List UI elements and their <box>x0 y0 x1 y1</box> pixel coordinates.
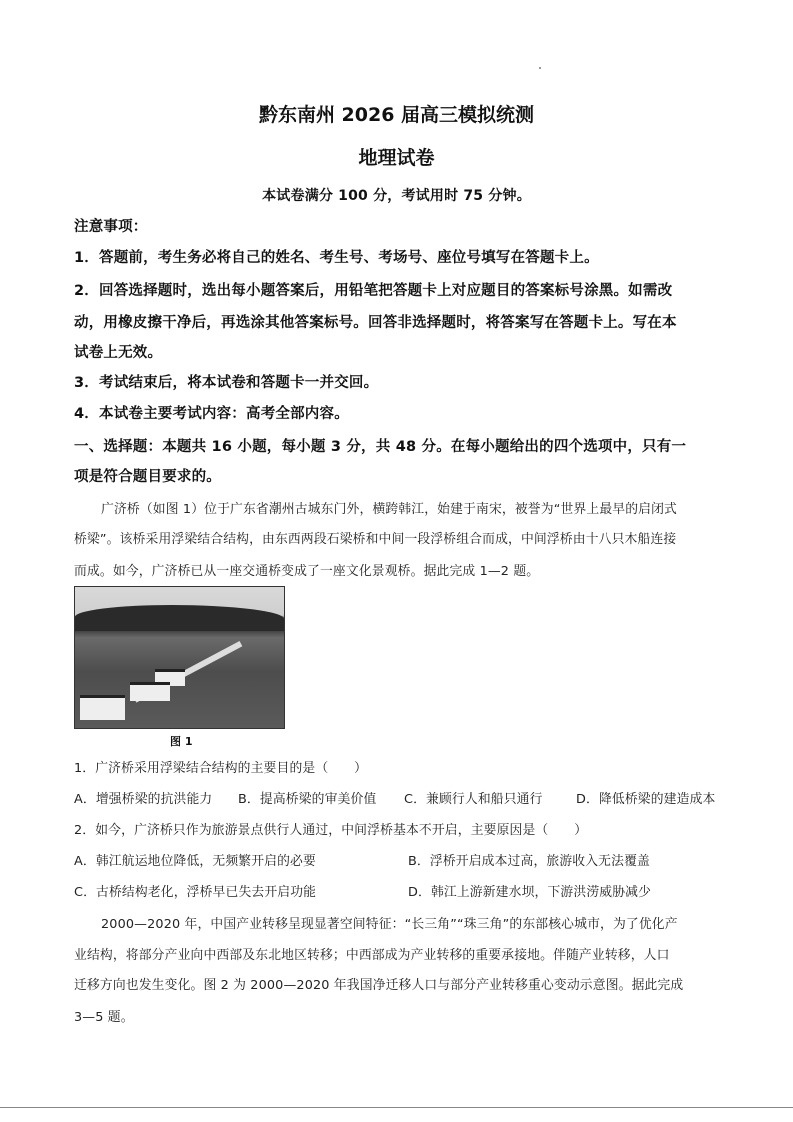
q1-option-c: C．兼顾行人和船只通行 <box>404 792 543 807</box>
note-line: 3．考试结束后，将本试卷和答题卡一并交回。 <box>74 375 379 391</box>
q2-option-b: B．浮桥开启成本过高，旅游收入无法覆盖 <box>408 854 650 869</box>
q2-stem: 2．如今，广济桥只作为旅游景点供行人通过，中间浮桥基本不开启，主要原因是（ ） <box>74 823 588 838</box>
q2-option-c: C．古桥结构老化，浮桥早已失去开启功能 <box>74 885 317 900</box>
q1-option-b: B．提高桥梁的审美价值 <box>238 792 377 807</box>
note-line: 试卷上无效。 <box>74 345 163 361</box>
passage-line: 桥梁”。该桥采用浮梁结合结构，由东西两段石梁桥和中间一段浮桥组合而成，中间浮桥由十八只木船连接 <box>74 532 677 547</box>
passage-line: 广济桥（如图 1）位于广东省潮州古城东门外，横跨韩江，始建于南宋，被誉为“世界上最早的启闭式 <box>101 502 678 517</box>
q2-option-d: D．韩江上游新建水坝，下游洪涝威胁减少 <box>408 885 652 900</box>
section-heading: 项是符合题目要求的。 <box>74 469 221 485</box>
passage-line: 业结构，将部分产业向中西部及东北地区转移；中西部成为产业转移的重要承接地。伴随产业转移，人口 <box>74 948 670 963</box>
note-line: 2．回答选择题时，选出每小题答案后，用铅笔把答题卡上对应题目的答案标号涂黑。如需改 <box>74 283 673 299</box>
passage-line: 而成。如今，广济桥已从一座交通桥变成了一座文化景观桥。据此完成 1—2 题。 <box>74 564 540 579</box>
exam-info: 本试卷满分 100 分，考试用时 75 分钟。 <box>262 188 531 204</box>
exam-title: 黔东南州 2026 届高三模拟统测 <box>258 104 535 126</box>
q1-option-d: D．降低桥梁的建造成本 <box>576 792 716 807</box>
passage-line: 迁移方向也发生变化。图 2 为 2000—2020 年我国净迁移人口与部分产业转移重心变动示意图。据此完成 <box>74 978 684 993</box>
passage-line: 2000—2020 年，中国产业转移呈现显著空间特征：“长三角”“珠三角”的东部核心城市，为了优化产 <box>101 917 678 932</box>
section-heading: 一、选择题：本题共 16 小题，每小题 3 分，共 48 分。在每小题给出的四个选项中，只有一 <box>74 439 687 455</box>
notes-heading: 注意事项： <box>74 219 148 235</box>
scan-speck <box>539 67 541 69</box>
subject-title: 地理试卷 <box>358 147 435 169</box>
note-line: 4．本试卷主要考试内容：高考全部内容。 <box>74 406 349 422</box>
figure-1-caption: 图 1 <box>170 735 193 748</box>
passage-line: 3—5 题。 <box>74 1010 134 1025</box>
q1-stem: 1．广济桥采用浮梁结合结构的主要目的是（ ） <box>74 761 368 776</box>
note-line: 1．答题前，考生务必将自己的姓名、考生号、考场号、座位号填写在答题卡上。 <box>74 250 599 266</box>
q1-option-a: A．增强桥梁的抗洪能力 <box>74 792 213 807</box>
note-line: 动，用橡皮擦干净后，再选涂其他答案标号。回答非选择题时，将答案写在答题卡上。写在本 <box>74 315 677 331</box>
figure-1-bridge-photo <box>74 586 285 729</box>
page-bottom-divider <box>0 1107 793 1108</box>
q2-option-a: A．韩江航运地位降低，无频繁开启的必要 <box>74 854 316 869</box>
